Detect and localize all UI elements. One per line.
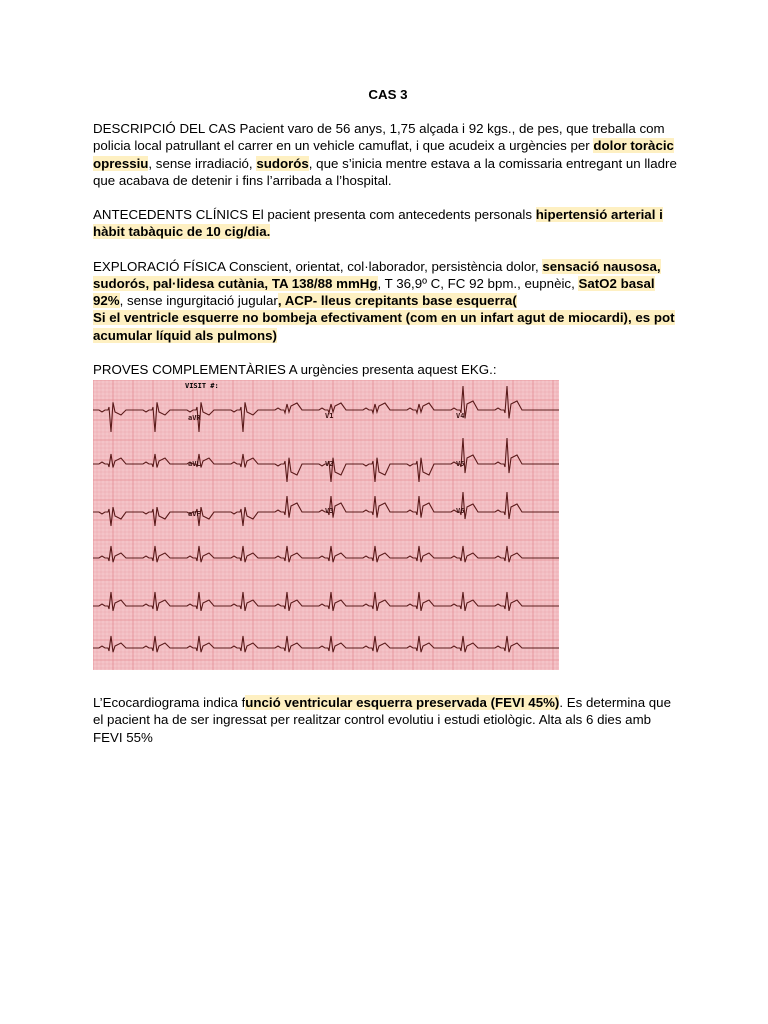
ekg-lead-label: V5 [456,460,465,469]
highlight-sato2: SatO2 basal 92% [93,276,655,309]
eco-text-2: . Es determina que el pacient ha de ser ingressat per realitzar control evolutiu i estudi etiològic. Alta als 6 dies amb FEVI 55% [93,695,671,745]
ekg-lead-label: V1 [325,412,334,421]
ekg-lead-label: aVL [188,460,201,469]
highlight-crepitants: , ACP- lleus crepitants base esquerra( [277,293,517,309]
description-text-3: , que s’inicia mentre estava a la comissaria entregant un lladre que acabava de detenir i fins l’arribada a l’hospital. [93,155,677,188]
ekg-lead-label: V2 [325,460,334,469]
ekg-lead-label: aVR [188,414,201,423]
clinical-history [93,206,683,240]
description-text-1: DESCRIPCIÓ DEL CAS Pacient varo de 56 anys, 1,75 alçada i 92 kgs., de pes, que treballa com policia local patrullant el carrer en un vehicle camuflat, i que acudeix a urgències per [93,121,665,154]
history-text: ANTECEDENTS CLÍNICS El pacient presenta com antecedents personals [93,207,536,223]
page-title: CAS 3 [368,87,408,102]
ekg-visit-label: VISIT #: [185,382,219,391]
exam-text-2: , T 36,9º C, FC 92 bpm., eupnèic, [377,276,579,291]
exam-text-1: EXPLORACIÓ FÍSICA Conscient, orientat, col·laborador, persistència dolor, [93,258,543,274]
echocardiogram-result [93,694,683,746]
tests-label: PROVES COMPLEMENTÀRIES A urgències presenta aquest EKG.: [93,362,497,377]
highlight-lv-note: Si el ventricle esquerre no bombeja efectivament (com en un infart agut de miocardi), es pot acumular líquid als pulmons) [93,310,675,343]
highlight-sweating: sudorós [256,155,309,171]
exam-text-3: , sense ingurgitació jugular [119,293,278,309]
description-text-2: , sense irradiació, [148,155,257,171]
ekg-lead-label: aVF [188,510,201,519]
highlight-hypertension: hipertensió arterial i hàbit tabàquic de 10 cig/dia. [93,207,663,240]
case-description [93,120,683,189]
physical-exam [93,258,683,344]
ekg-section [93,361,683,670]
ekg-lead-label: V4 [456,412,465,421]
highlight-chest-pain: dolor toràcic opressiu [93,138,674,171]
highlight-symptoms: sensació nausosa, sudorós, pal·lidesa cutània, TA 138/88 mmHg [93,258,661,291]
ekg-image [93,380,559,670]
ekg-lead-label: V3 [325,507,334,516]
eco-text-1: L’Ecocardiograma indica f [93,695,246,711]
document-page [93,86,683,763]
highlight-fevi: unció ventricular esquerra preservada (FEVI 45%) [245,695,560,711]
ekg-lead-label: V6 [456,507,465,516]
